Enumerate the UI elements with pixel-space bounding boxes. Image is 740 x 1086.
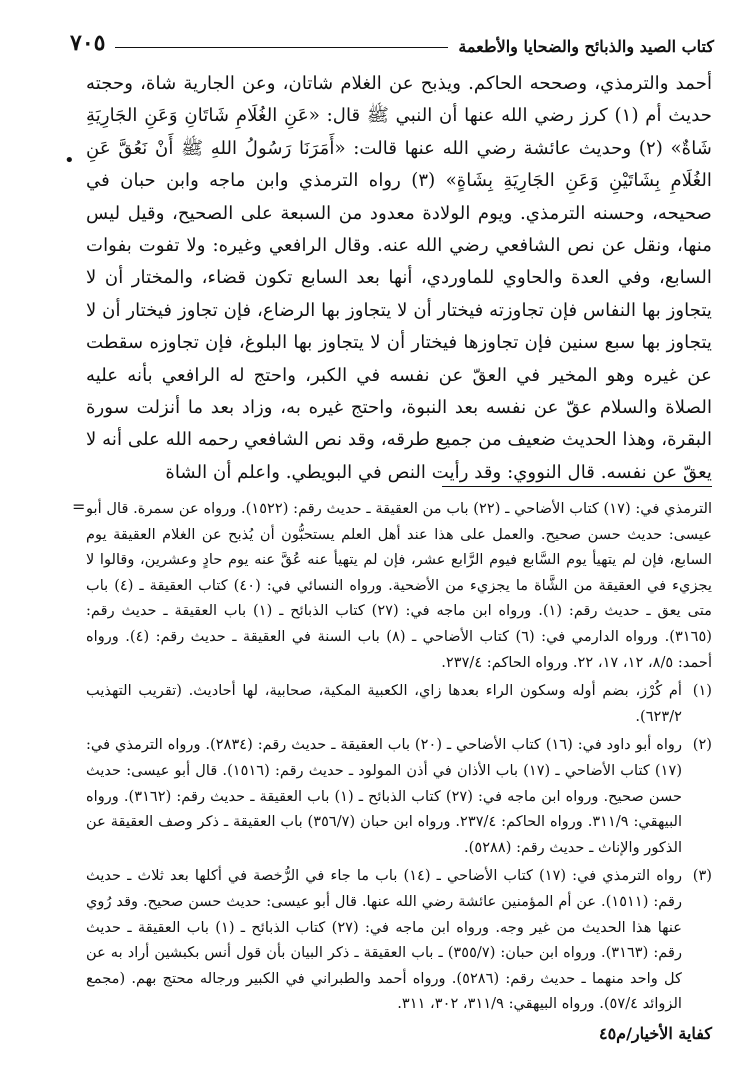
footnote-separator xyxy=(442,486,712,487)
footnote-continuation: الترمذي في: (١٧) كتاب الأضاحي ـ (٢٢) باب من العقيقة ـ حديث رقم: (١٥٢٢). ورواه عن سمرة. قال أبو عيسى: حديث حسن صحيح. والعمل على هذا عند أهل العلم يستحبُّون أن يُذبح عن الغلام العقيقة يوم السابع، فإن لم يتهيأ يوم السَّابع فيوم الرَّابع عشر، فإن لم يتهيأ عنه عُقَّ عنه يوم حادٍ وعشرين، وقالوا لا يجزيء في العقيقة من الشَّاة ما يجزيء من الأضحية. ورواه النسائي في: (٤٠) كتاب العقيقة ـ (٤) باب متى يعق ـ حديث رقم: (١). ورواه ابن ماجه في: (٢٧) كتاب الذبائح ـ (١) باب العقيقة ـ حديث رقم: (٣١٦٥). ورواه الدارمي في: (٦) كتاب الأضاحي ـ (٨) باب السنة في العقيقة ـ حديث رقم: (٤). ورواه أحمد: ٨/٥، ١٢، ١٧، ٢٢. ورواه الحاكم: ٢٣٧/٤. xyxy=(86,500,713,671)
printer-signature: كفاية الأخيار/م٤٥ xyxy=(598,1024,712,1043)
margin-bullet-icon: • xyxy=(64,150,75,171)
running-header xyxy=(70,26,714,56)
footnote-2 xyxy=(86,732,712,860)
footnote-3 xyxy=(86,863,712,1017)
main-text xyxy=(86,68,712,489)
footnote-text: رواه الترمذي في: (١٧) كتاب الأضاحي ـ (١٤) باب ما جاء في الرُّخصة في أكلها بعد ثلاث ـ حديث رقم: (١٥١١). عن أم المؤمنين عائشة رضي الله عنها. قال أبو عيسى: حديث حسن صحيح. وقد رُوي عنها هذا الحديث من غير وجه. ورواه ابن ماجه في: (٢٧) كتاب الذبائح ـ (١) باب العقيقة ـ حديث رقم: (٣١٦٣). ورواه ابن حبان: (٣٥٥/٧) ـ باب العقيقة ـ ذكر البيان بأن قول أنس بكبشين أراد به عن كل واحد منهما ـ حديث رقم: (٥٢٨٦). ورواه أحمد والطبراني في الكبير ورجاله محتج بهم. (مجمع الزوائد ٥٧/٤). ورواه البيهقي: ٣١١/٩، ٣٠٢، ٣١١. xyxy=(86,867,683,1013)
footnote-number: (٢) xyxy=(692,736,712,754)
footnote-1 xyxy=(86,678,712,729)
footnote-text: رواه أبو داود في: (١٦) كتاب الأضاحي ـ (٢٠) باب العقيقة ـ حديث رقم: (٢٨٣٤). ورواه الترمذي في: (١٧) كتاب الأضاحي ـ (١٧) باب الأذان في أذن المولود ـ حديث رقم: (١٥١٦). قال أبو عيسى: حديث حسن صحيح. ورواه ابن ماجه في: (٢٧) كتاب الذبائح ـ (١) باب العقيقة ـ حديث رقم: (٣١٦٢). ورواه البيهقي: ٣١١/٩. ورواه الحاكم: ٢٣٧/٤. ورواه ابن حبان (٣٥٦/٧) باب العقيقة ـ ذكر وصف العقيقة عن الذكور والإناث ـ حديث رقم: (٥٢٨٨). xyxy=(86,736,683,856)
footnote-text: أم كُرْز، بضم أوله وسكون الراء بعدها زاي، الكعبية المكية، صحابية، لها أحاديث. (تقريب التهذيب ٦٢٣/٢). xyxy=(86,682,682,725)
footnotes xyxy=(86,496,712,1017)
header-rule xyxy=(115,47,448,48)
body-paragraph: أحمد والترمذي، وصححه الحاكم. ويذبح عن الغلام شاتان، وعن الجارية شاة، وحجته حديث أم (١) كرز رضي الله عنها أن النبي ﷺ قال: «عَنِ الغُلَامِ شَاتَانِ وَعَنِ الجَارِيَةِ شَاةٌ» (٢) وحديث عائشة رضي الله عنها قالت: «أَمَرَنَا رَسُولُ اللهِ ﷺ أَنْ نَعُقَّ عَنِ الغُلَامِ بِشَاتَيْنِ وَعَنِ الجَارِيَةِ بِشَاةٍ» (٣) رواه الترمذي وابن ماجه وابن حبان في صحيحه، وحسنه الترمذي. ويوم الولادة معدود من السبعة على الصحيح، وقيل ليس منها، ونقل عن نص الشافعي رضي الله عنه. وقال الرافعي وغيره: ولا تفوت بفوات السابع، وفي العدة والحاوي للماوردي، أنها بعد السابع تكون قضاء، والمختار أن لا يتجاوز بها النفاس فإن تجاوزته فيختار أن لا يتجاوز بها الرضاع، فإن تجاوز فيختار أن لا يتجاوز بها سبع سنين فإن تجاوزها فيختار أن لا يتجاوز بها البلوغ، فإن تجاوزه سقطت عن غيره وهو المخير في العقّ عن نفسه في الكبر، واحتج له الرافعي بأنه عليه الصلاة والسلام عقّ عن نفسه بعد النبوة، واحتج غيره به، وزاد بعد ما أنزلت سورة البقرة، وهذا الحديث ضعيف من جميع طرقه، وقد نص الشافعي رحمه الله على أنه لا يعقّ عن نفسه. قال النووي: وقد رأيت النص في البويطي. واعلم أن الشاة xyxy=(86,73,712,483)
footnote-number: (١) xyxy=(692,682,712,700)
footnote-number: (٣) xyxy=(692,867,712,885)
chapter-title: كتاب الصيد والذبائح والضحايا والأطعمة xyxy=(458,37,714,56)
page-number: ٧٠٥ xyxy=(70,30,106,56)
continuation-marker: = xyxy=(72,497,86,516)
